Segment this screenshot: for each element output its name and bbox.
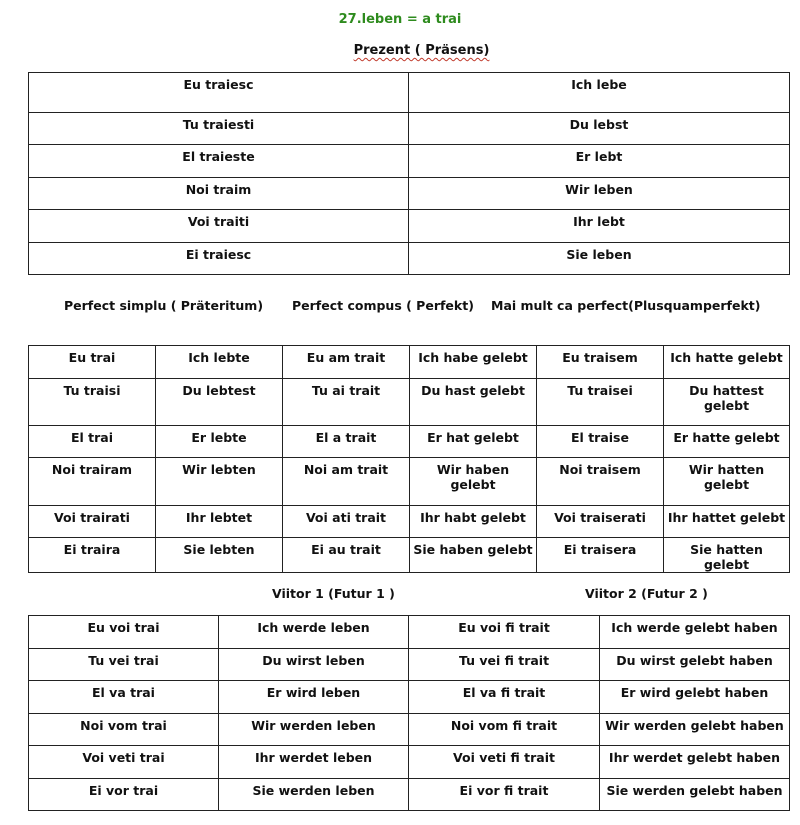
table-cell: Wir lebten bbox=[156, 458, 283, 506]
table-cell: Ei vor trai bbox=[29, 779, 219, 811]
table-cell: Noi am trait bbox=[283, 458, 410, 506]
table-row bbox=[29, 538, 790, 573]
table-cell: Voi veti trai bbox=[29, 746, 219, 779]
past-table bbox=[28, 345, 790, 573]
table-cell: Ei traisera bbox=[537, 538, 664, 573]
table-cell: Du lebtest bbox=[156, 379, 283, 426]
table-cell: Wir haben gelebt bbox=[410, 458, 537, 506]
table-cell: El trai bbox=[29, 426, 156, 458]
table-cell: Noi vom trai bbox=[29, 714, 219, 746]
table-cell: Wir werden gelebt haben bbox=[600, 714, 790, 746]
table-cell: Du wirst gelebt haben bbox=[600, 649, 790, 681]
table-cell: Du lebst bbox=[409, 113, 790, 145]
table-cell: Ich habe gelebt bbox=[410, 346, 537, 379]
table-cell: Sie haben gelebt bbox=[410, 538, 537, 573]
table-row bbox=[29, 426, 790, 458]
table-cell: Wir hatten gelebt bbox=[664, 458, 790, 506]
table-cell: Voi ati trait bbox=[283, 506, 410, 538]
table-row bbox=[29, 113, 790, 145]
table-cell: Tu ai trait bbox=[283, 379, 410, 426]
table-cell: Ihr lebt bbox=[409, 210, 790, 243]
table-cell: Tu traisei bbox=[537, 379, 664, 426]
table-row bbox=[29, 243, 790, 275]
table-cell: Eu voi trai bbox=[29, 616, 219, 649]
table-cell: Voi traiserati bbox=[537, 506, 664, 538]
table-row bbox=[29, 649, 790, 681]
table-row bbox=[29, 714, 790, 746]
table-cell: Tu traiesti bbox=[29, 113, 409, 145]
present-table bbox=[28, 72, 790, 275]
table-row bbox=[29, 616, 790, 649]
past-heading-compound: Perfect compus ( Perfekt) bbox=[292, 298, 474, 313]
table-cell: Du hast gelebt bbox=[410, 379, 537, 426]
table-cell: El traieste bbox=[29, 145, 409, 178]
table-row bbox=[29, 746, 790, 779]
table-cell: Ihr werdet leben bbox=[219, 746, 409, 779]
table-cell: Er wird gelebt haben bbox=[600, 681, 790, 714]
past-heading-pluperfect: Mai mult ca perfect(Plusquamperfekt) bbox=[491, 298, 761, 313]
table-cell: Ich lebte bbox=[156, 346, 283, 379]
table-row bbox=[29, 145, 790, 178]
table-cell: Wir werden leben bbox=[219, 714, 409, 746]
table-row bbox=[29, 681, 790, 714]
table-cell: Sie werden gelebt haben bbox=[600, 779, 790, 811]
table-cell: Ei au trait bbox=[283, 538, 410, 573]
table-cell: Sie werden leben bbox=[219, 779, 409, 811]
table-cell: Noi vom fi trait bbox=[409, 714, 600, 746]
table-row bbox=[29, 458, 790, 506]
past-heading-simple: Perfect simplu ( Präteritum) bbox=[64, 298, 264, 313]
table-cell: Eu traisem bbox=[537, 346, 664, 379]
table-cell: Er lebt bbox=[409, 145, 790, 178]
table-cell: Ihr werdet gelebt haben bbox=[600, 746, 790, 779]
future2-heading: Viitor 2 (Futur 2 ) bbox=[585, 586, 708, 601]
table-cell: El va fi trait bbox=[409, 681, 600, 714]
table-cell: Ich hatte gelebt bbox=[664, 346, 790, 379]
table-cell: Er hat gelebt bbox=[410, 426, 537, 458]
table-cell: Er wird leben bbox=[219, 681, 409, 714]
table-cell: Sie lebten bbox=[156, 538, 283, 573]
table-row bbox=[29, 210, 790, 243]
table-cell: Ich werde leben bbox=[219, 616, 409, 649]
table-cell: El va trai bbox=[29, 681, 219, 714]
table-row bbox=[29, 73, 790, 113]
table-row bbox=[29, 379, 790, 426]
table-cell: Wir leben bbox=[409, 178, 790, 210]
table-cell: Voi trairati bbox=[29, 506, 156, 538]
table-cell: Ihr lebtet bbox=[156, 506, 283, 538]
table-cell: Er lebte bbox=[156, 426, 283, 458]
table-row bbox=[29, 506, 790, 538]
present-heading-text: Prezent ( Präsens) bbox=[353, 43, 490, 58]
table-cell: Eu trai bbox=[29, 346, 156, 379]
table-cell: Noi traim bbox=[29, 178, 409, 210]
table-cell: Du wirst leben bbox=[219, 649, 409, 681]
table-cell: Tu vei trai bbox=[29, 649, 219, 681]
table-cell: Ich werde gelebt haben bbox=[600, 616, 790, 649]
table-cell: Ich lebe bbox=[409, 73, 790, 113]
table-cell: Ei vor fi trait bbox=[409, 779, 600, 811]
table-row bbox=[29, 346, 790, 379]
table-cell: Tu traisi bbox=[29, 379, 156, 426]
table-cell: Voi traiti bbox=[29, 210, 409, 243]
future-table bbox=[28, 615, 790, 811]
table-cell: Noi traisem bbox=[537, 458, 664, 506]
table-cell: Ei traira bbox=[29, 538, 156, 573]
present-heading bbox=[0, 43, 800, 58]
table-cell: Voi veti fi trait bbox=[409, 746, 600, 779]
table-cell: El a trait bbox=[283, 426, 410, 458]
table-cell: Sie leben bbox=[409, 243, 790, 275]
table-cell: Noi trairam bbox=[29, 458, 156, 506]
table-cell: Ihr hattet gelebt bbox=[664, 506, 790, 538]
table-cell: Eu traiesc bbox=[29, 73, 409, 113]
table-cell: Eu voi fi trait bbox=[409, 616, 600, 649]
table-cell: Eu am trait bbox=[283, 346, 410, 379]
table-cell: Tu vei fi trait bbox=[409, 649, 600, 681]
table-cell: El traise bbox=[537, 426, 664, 458]
future1-heading: Viitor 1 (Futur 1 ) bbox=[272, 586, 395, 601]
table-cell: Ei traiesc bbox=[29, 243, 409, 275]
table-cell: Sie hatten gelebt bbox=[664, 538, 790, 573]
table-cell: Er hatte gelebt bbox=[664, 426, 790, 458]
page-title: 27.leben = a trai bbox=[338, 12, 462, 27]
table-row bbox=[29, 178, 790, 210]
table-row bbox=[29, 779, 790, 811]
table-cell: Du hattest gelebt bbox=[664, 379, 790, 426]
table-cell: Ihr habt gelebt bbox=[410, 506, 537, 538]
